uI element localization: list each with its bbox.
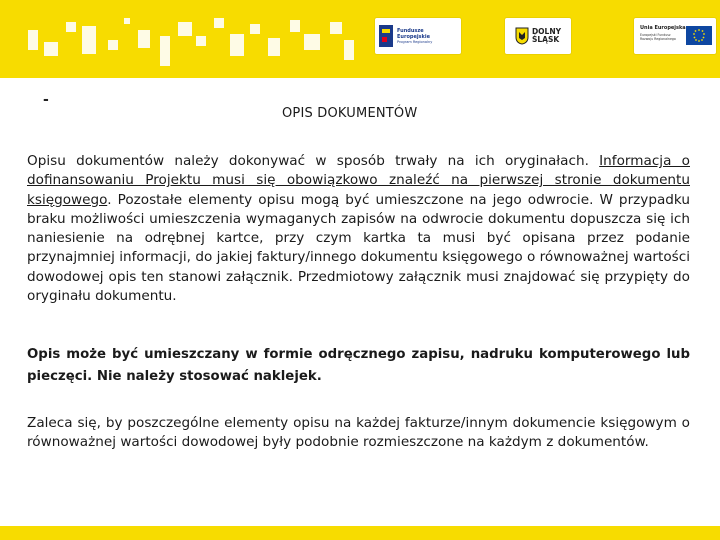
paragraph-2: Opis może być umieszczany w formie odręcznego zapisu, nadruku komputerowego lub pieczęci. Nie należy stosować naklejek. [27, 347, 690, 384]
funds-logo-icon [379, 25, 393, 47]
eu-logo [634, 18, 716, 54]
eu-flag-icon [686, 26, 712, 45]
paragraph-1-part1: Opisu dokumentów należy dokonywać w sposób trwały na ich oryginałach. [27, 153, 600, 169]
eu-logo-sub: Europejski Fundusz Rozwoju Regionalnego [640, 33, 676, 41]
funds-logo-line2: Europejskie [397, 34, 430, 40]
decorative-pattern [0, 0, 360, 78]
region-logo [505, 18, 571, 54]
paragraph-1-part2: . Pozostałe elementy opisu mogą być umieszczone na jego odwrocie. W przypadku braku możliwości umieszczenia wymaganych zapisów na odwrocie dokumentu dopuszcza się ich naniesienie na odrębnej kartce, przy czym kartka ta musi być opisana przez podanie przynajmniej informacji, do jakiej faktury/innego dokumentu księgowego o równoważnej wartości dowodowej opis ten stanowi załącznik. Przedmiotowy załącznik musi znajdować się przypięty do oryginału dokumentu. [27, 191, 690, 305]
footer-band [0, 526, 720, 540]
paragraph-1-underlined: Informacja o dofinansowaniu Projektu musi się obowiązkowo znaleźć na pierwszej stronie dokumentu księgowego [27, 153, 690, 208]
eu-logo-title: Unia Europejska [640, 25, 686, 31]
paragraph-1 [27, 152, 690, 306]
funds-logo-line1: Fundusze [397, 28, 424, 34]
header-band [0, 0, 720, 78]
funds-logo [375, 18, 461, 54]
region-logo-line1: DOLNY [531, 27, 562, 36]
page-title: OPIS DOKUMENTÓW [282, 106, 418, 121]
bullet-dash: - [43, 92, 49, 108]
paragraph-3: Zaleca się, by poszczególne elementy opisu na każdej fakturze/innym dokumencie księgowym o równoważnej wartości dowodowej były podobnie rozmieszczone na każdym z dokumentów. [27, 415, 690, 451]
funds-logo-sub: Program Regionalny [397, 40, 433, 44]
region-logo-line2: ŚLĄSK [531, 35, 560, 44]
eagle-crest-icon [515, 27, 529, 45]
